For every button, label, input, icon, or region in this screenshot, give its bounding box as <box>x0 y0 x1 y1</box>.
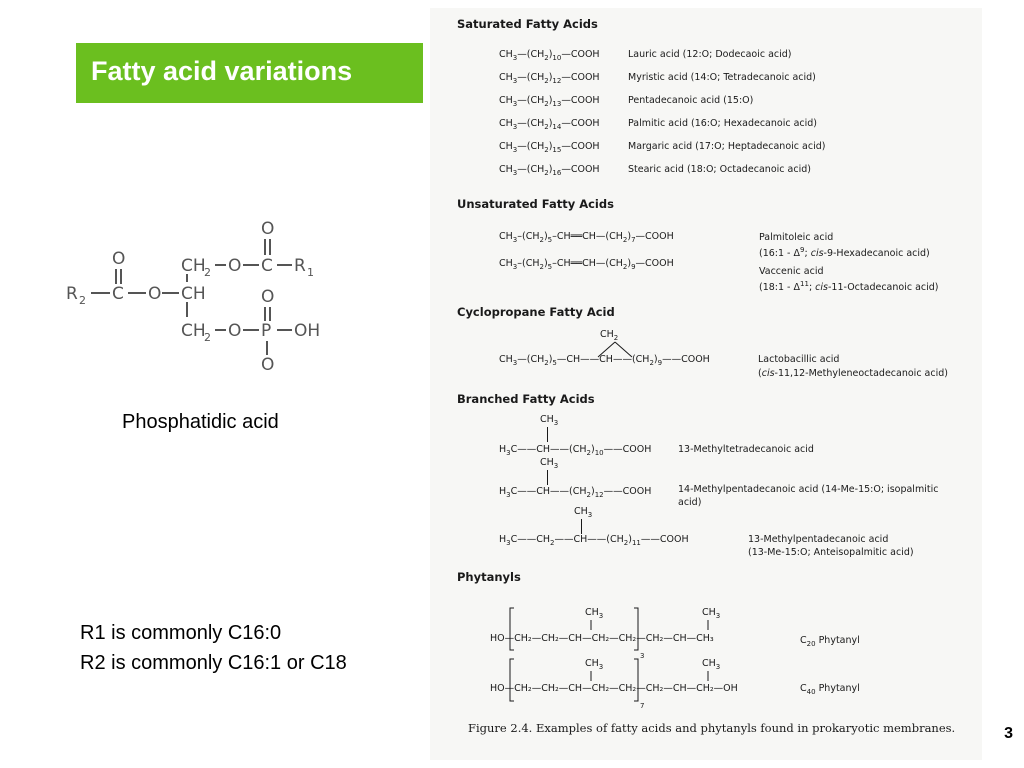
pa-atom-o-phos-top: O <box>261 287 275 307</box>
formula-palmitic: $CH_3—(CH_2)_{14}—COOH$ <box>499 118 600 131</box>
name-vaccenic: Vaccenic acid <box>759 266 824 277</box>
r-group-notes <box>80 618 347 678</box>
title-bar <box>76 43 423 103</box>
section-cyclopropane: Cyclopropane Fatty Acid <box>457 305 615 319</box>
pa-sub-2a: 2 <box>79 294 86 307</box>
formula-lauric: $CH_3—(CH_2)_{10}—COOH$ <box>499 49 600 62</box>
formula-myristic: $CH_3—(CH_2)_{12}—COOH$ <box>499 72 600 85</box>
fatty-acid-figure <box>430 8 982 760</box>
pa-atom-ch2-top: CH <box>181 256 206 276</box>
phytanyl-c20-brackets <box>490 606 750 656</box>
phytanyl-c40-brackets <box>490 657 750 707</box>
note-r2: R2 is commonly C16:1 or C18 <box>80 652 347 674</box>
name-isopalmitic: 14-Methylpentadecanoic acid (14-Me-15:O; isopalmitic <box>678 484 939 495</box>
pa-atom-o-bottom: O <box>261 355 275 375</box>
name-margaric: Margaric acid (17:O; Heptadecanoic acid) <box>628 141 826 152</box>
branched-3-methyl: $CH_3$ <box>574 506 593 519</box>
name-c40-phytanyl: $C_{40}$ Phytanyl <box>800 683 860 696</box>
formula-c40-phytanyl: HO—CH₂—CH₂—CH—CH₂—CH₂—CH₂—CH—CH₂—OH <box>490 683 738 694</box>
formula-vaccenic: $CH_3-(CH_2)_5-CH══CH—(CH_2)_9—COOH$ <box>499 258 674 271</box>
formula-c20-phytanyl: HO—CH₂—CH₂—CH—CH₂—CH₂—CH₂—CH—CH₃ <box>490 633 714 644</box>
branched-1-bond <box>547 427 548 442</box>
pa-atom-o-top-ester: O <box>228 256 242 276</box>
phytanyl-c40-methyl-2: $CH_3$ <box>702 658 721 671</box>
pa-sub-2b: 2 <box>204 266 211 279</box>
section-unsaturated: Unsaturated Fatty Acids <box>457 197 614 211</box>
figure-caption: Figure 2.4. Examples of fatty acids and phytanyls found in prokaryotic membranes. <box>468 721 956 735</box>
detail-lactobacillic: (cis-11,12-Methyleneoctadecanoic acid) <box>758 368 948 379</box>
pa-atom-o-phos: O <box>228 321 242 341</box>
name-stearic: Stearic acid (18:O; Octadecanoic acid) <box>628 164 811 175</box>
pa-sub-2c: 2 <box>204 331 211 344</box>
section-saturated: Saturated Fatty Acids <box>457 17 598 31</box>
phytanyl-c40-methyl-1: $CH_3$ <box>585 658 604 671</box>
pa-atom-oh: OH <box>294 321 321 341</box>
formula-pentadecanoic: $CH_3—(CH_2)_{13}—COOH$ <box>499 95 600 108</box>
pa-atom-r2: R <box>66 284 78 304</box>
phytanyl-c40-repeat: 7 <box>640 702 645 710</box>
pa-atom-o-top: O <box>261 219 275 239</box>
pa-atom-ch2-bottom: CH <box>181 321 206 341</box>
page-number: 3 <box>1004 725 1013 742</box>
formula-isopalmitic: $H_3C——CH——(CH_2)_{12}——COOH$ <box>499 486 652 499</box>
pa-atom-c-left: C <box>112 284 124 304</box>
pa-atom-ch-mid: CH <box>181 284 206 304</box>
formula-margaric: $CH_3—(CH_2)_{15}—COOH$ <box>499 141 600 154</box>
pa-atom-c-top: C <box>261 256 273 276</box>
branched-2-bond <box>547 470 548 485</box>
section-phytanyls: Phytanyls <box>457 570 521 584</box>
note-r1: R1 is commonly C16:0 <box>80 622 282 644</box>
section-branched: Branched Fatty Acids <box>457 392 595 406</box>
pa-atom-o-ester: O <box>148 284 162 304</box>
detail-vaccenic: (18:1 - $\Delta^{11}$; cis-11-Octadecanoic acid) <box>759 280 939 294</box>
branched-2-methyl: $CH_3$ <box>540 457 559 470</box>
pa-atom-p: P <box>261 321 272 341</box>
phytanyl-c20-methyl-1: $CH_3$ <box>585 607 604 620</box>
phytanyl-c20-methyl-2: $CH_3$ <box>702 607 721 620</box>
name-c20-phytanyl: $C_{20}$ Phytanyl <box>800 635 860 648</box>
name-isopalmitic-cont: acid) <box>678 497 702 508</box>
phosphatidic-acid-caption: Phosphatidic acid <box>122 411 279 433</box>
formula-stearic: $CH_3—(CH_2)_{16}—COOH$ <box>499 164 600 177</box>
cyclopropane-ring-top: $CH_2$ <box>600 329 619 342</box>
pa-atom-r1: R <box>294 256 306 276</box>
name-myristic: Myristic acid (14:O; Tetradecanoic acid) <box>628 72 816 83</box>
formula-lactobacillic: $CH_3—(CH_2)_5—CH——CH——(CH_2)_9——COOH$ <box>499 354 710 367</box>
branched-3-bond <box>581 519 582 534</box>
branched-1-methyl: $CH_3$ <box>540 414 559 427</box>
name-methyltetradecanoic: 13-Methyltetradecanoic acid <box>678 444 814 455</box>
detail-palmitoleic: (16:1 - $\Delta^9$; cis-9-Hexadecanoic acid) <box>759 246 930 260</box>
phytanyl-c20-repeat: 3 <box>640 652 645 660</box>
name-palmitic: Palmitic acid (16:O; Hexadecanoic acid) <box>628 118 818 129</box>
pa-sub-1: 1 <box>307 266 314 279</box>
name-palmitoleic: Palmitoleic acid <box>759 232 834 243</box>
name-pentadecanoic: Pentadecanoic acid (15:O) <box>628 95 754 106</box>
name-anteisopalmitic-cont: (13-Me-15:O; Anteisopalmitic acid) <box>748 547 914 558</box>
name-lactobacillic: Lactobacillic acid <box>758 354 840 365</box>
name-lauric: Lauric acid (12:O; Dodecaoic acid) <box>628 49 792 60</box>
formula-anteisopalmitic: $H_3C——CH_2——CH——(CH_2)_{11}——COOH$ <box>499 534 689 547</box>
name-anteisopalmitic: 13-Methylpentadecanoic acid <box>748 534 889 545</box>
pa-atom-o-left: O <box>112 249 126 269</box>
formula-methyltetradecanoic: $H_3C——CH——(CH_2)_{10}——COOH$ <box>499 444 652 457</box>
phosphatidic-acid-structure <box>62 212 362 382</box>
slide-title: Fatty acid variations <box>91 56 353 86</box>
formula-palmitoleic: $CH_3-(CH_2)_5-CH══CH—(CH_2)_7—COOH$ <box>499 231 674 244</box>
